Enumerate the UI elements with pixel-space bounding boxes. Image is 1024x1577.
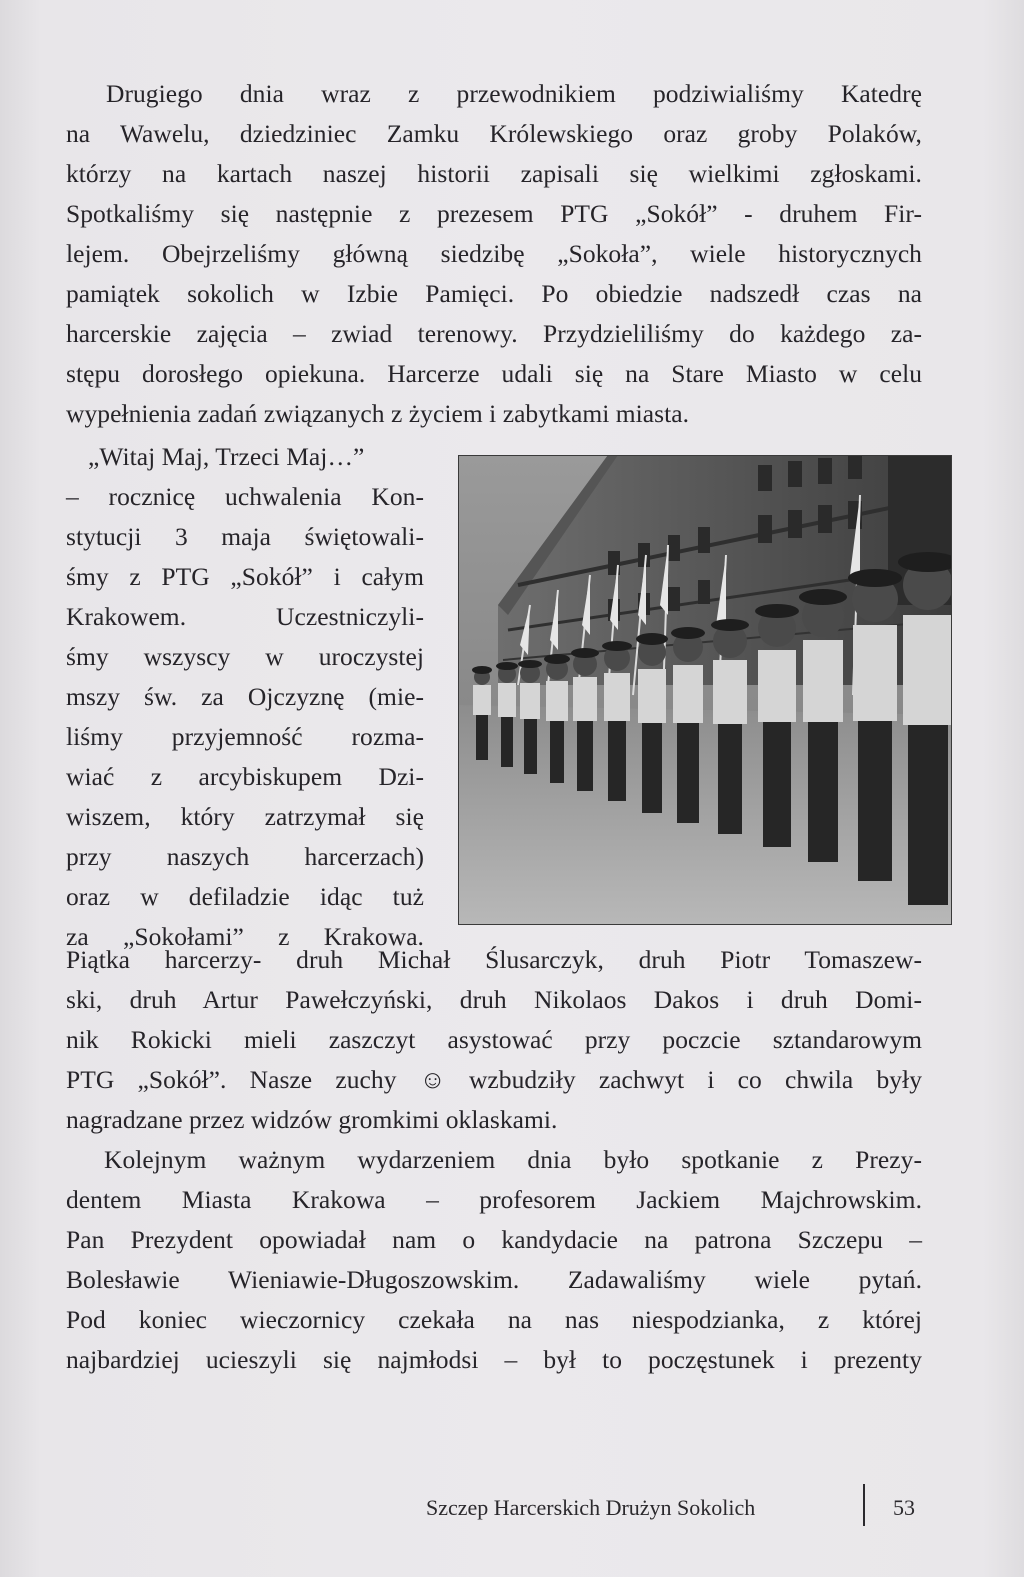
text-line: Kolejnym ważnym wydarzeniem dnia było spotkanie z Prezy- [104,1145,922,1174]
text-line: wiać z arcybiskupem Dzi- [66,762,424,791]
text-line: Piątka harcerzy- druh Michał Ślusarczyk, druh Piotr Tomaszew- [66,945,922,974]
text-line: harcerskie zajęcia – zwiad terenowy. Przydzieliliśmy do każdego za- [66,319,922,348]
text-line: oraz w defiladzie idąc tuż [66,882,424,911]
text-line: na Wawelu, dziedziniec Zamku Królewskiego oraz groby Polaków, [66,119,922,148]
page-number: 53 [893,1495,915,1520]
text-line: Pan Prezydent opowiadał nam o kandydacie na patrona Szczepu – [66,1225,922,1254]
text-line: śmy wszyscy w uroczystej [66,642,424,671]
text-line: wiszem, który zatrzymał się [66,802,424,831]
scouts-parade-photo [458,455,952,925]
text-line: Bolesławie Wieniawie-Długoszowskim. Zadawaliśmy wiele pytań. [66,1265,922,1294]
text-line: którzy na kartach naszej historii zapisali się wielkimi zgłoskami. [66,159,922,188]
text-line: stytucji 3 maja świętowali- [66,522,424,551]
text-line: nik Rokicki mieli zaszczyt asystować przy poczcie sztandarowym [66,1025,922,1054]
text-line: stępu dorosłego opiekuna. Harcerze udali się na Stare Miasto w celu [66,359,922,388]
footer-divider [863,1484,865,1526]
text-line: Drugiego dnia wraz z przewodnikiem podziwialiśmy Katedrę [106,79,922,108]
text-line: wypełnienia zadań związanych z życiem i zabytkami miasta. [66,399,690,428]
text-line: Pod koniec wieczornicy czekała na nas niespodzianka, z której [66,1305,922,1334]
text-line: liśmy przyjemność rozma- [66,722,424,751]
text-line: PTG „Sokół”. Nasze zuchy ☺ wzbudziły zachwyt i co chwila były [66,1065,922,1094]
text-line: za „Sokołami” z Krakowa. [66,922,424,951]
text-line: nagradzane przez widzów gromkimi oklaskami. [66,1105,558,1134]
text-line: pamiątek sokolich w Izbie Pamięci. Po obiedzie nadszedł czas na [66,279,922,308]
text-line: lejem. Obejrzeliśmy główną siedzibę „Sokoła”, wiele historycznych [66,239,922,268]
text-line: – rocznicę uchwalenia Kon- [66,482,424,511]
text-line: przy naszych harcerzach) [66,842,424,871]
running-footer-title: Szczep Harcerskich Drużyn Sokolich [426,1495,756,1520]
text-line: Krakowem. Uczestniczyli- [66,602,424,631]
text-line: dentem Miasta Krakowa – profesorem Jackiem Majchrowskim. [66,1185,922,1214]
text-line: Spotkaliśmy się następnie z prezesem PTG „Sokół” - druhem Fir- [66,199,922,228]
text-line: ski, druh Artur Pawełczyński, druh Nikolaos Dakos i druh Domi- [66,985,922,1014]
text-line: „Witaj Maj, Trzeci Maj…” [88,442,365,471]
text-line: mszy św. za Ojczyznę (mie- [66,682,424,711]
text-line: śmy z PTG „Sokół” i całym [66,562,424,591]
text-line: najbardziej ucieszyli się najmłodsi – był to poczęstunek i prezenty [66,1345,922,1374]
